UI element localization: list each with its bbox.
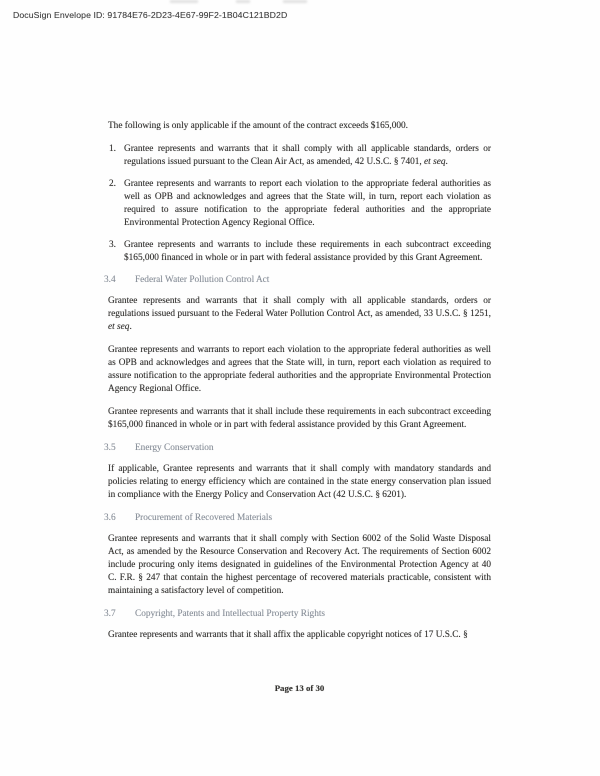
list-item-number: 2.	[109, 179, 116, 189]
scan-artifact	[236, 0, 250, 3]
list-item-text-tail: .	[445, 157, 448, 167]
list-item-number: 1.	[109, 144, 116, 154]
paragraph-text: Grantee represents and warrants that it shall comply with Section 6002 of the Solid Waste Disposal Act, as amended by the Resource Conservation and Recovery Act. The requirements of Section 6002 include procuring only items designated in guidelines of the Environmental Protection Agency at 40 C. F.R. § 247 that contain the highest percentage of recovered materials practicable, consistent with maintaining a satisfactory level of competition.	[108, 534, 491, 596]
paragraph-text: Grantee represents and warrants that it shall affix the applicable copyright notices of 17 U.S.C. §	[108, 630, 468, 640]
list-item-1	[108, 143, 491, 169]
section-title: Procurement of Recovered Materials	[135, 513, 273, 523]
section-title: Energy Conservation	[135, 443, 214, 453]
list-item-number: 3.	[109, 240, 116, 250]
section-title: Copyright, Patents and Intellectual Property Rights	[135, 609, 326, 619]
list-item-text	[124, 178, 491, 230]
list-item-text-main: Grantee represents and warrants to include these requirements in each subcontract exceeding $165,000 financed in whole or in part with federal assistance provided by this Grant Agreement.	[124, 240, 491, 263]
section-heading-3-5	[104, 442, 491, 455]
section-number: 3.5	[104, 443, 116, 453]
paragraph-text-tail: .	[129, 322, 132, 332]
latin-phrase: et seq	[424, 157, 446, 167]
paragraph	[108, 533, 491, 598]
list-item-3	[108, 239, 491, 265]
paragraph	[108, 344, 491, 396]
list-item-text	[124, 143, 491, 169]
list-item-text-main: Grantee represents and warrants that it shall comply with all applicable standards, orders or regulations issued pursuant to the Clean Air Act, as amended, 42 U.S.C. § 7401,	[124, 144, 491, 167]
paragraph	[108, 295, 491, 334]
paragraph-text: Grantee represents and warrants that it shall comply with all applicable standards, orders or regulations issued pursuant to the Federal Water Pollution Control Act, as amended, 33 U.S.C. § 1251,	[108, 296, 491, 319]
section-number: 3.7	[104, 609, 116, 619]
section-title: Federal Water Pollution Control Act	[135, 275, 270, 285]
section-number: 3.6	[104, 513, 116, 523]
section-heading-3-6	[104, 512, 491, 525]
section-number: 3.4	[104, 275, 116, 285]
section-heading-3-7	[104, 608, 491, 621]
scan-artifact	[170, 0, 198, 3]
paragraph-text: Grantee represents and warrants to report each violation to the appropriate federal authorities as well as OPB and acknowledges and agrees that the State will, in turn, report each violation as required to assure notification to the appropriate federal authorities and the appropriate Environmental Protection Agency Regional Office.	[108, 345, 491, 394]
list-item-2	[108, 178, 491, 230]
docusign-envelope-id: DocuSign Envelope ID: 91784E76-2D23-4E67-99F2-1B04C121BD2D	[13, 10, 288, 20]
paragraph-text: If applicable, Grantee represents and warrants that it shall comply with mandatory standards and policies relating to energy efficiency which are contained in the state energy conservation plan issued in compliance with the Energy Policy and Conservation Act (42 U.S.C. § 6201).	[108, 464, 491, 500]
paragraph	[108, 463, 491, 502]
page-number: Page 13 of 30	[274, 683, 325, 693]
section-heading-3-4	[104, 274, 491, 287]
document-content	[104, 120, 491, 652]
intro-paragraph: The following is only applicable if the amount of the contract exceeds $165,000.	[108, 121, 408, 131]
scan-artifact	[283, 0, 307, 3]
paragraph	[108, 629, 491, 642]
list-item-text-main: Grantee represents and warrants to report each violation to the appropriate federal authorities as well as OPB and acknowledges and agrees that the State will, in turn, report each violation as required to assure notification to the appropriate federal authorities and the appropriate Environmental Protection Agency Regional Office.	[124, 179, 491, 228]
paragraph	[108, 406, 491, 432]
paragraph-text: Grantee represents and warrants that it shall include these requirements in each subcontract exceeding $165,000 financed in whole or in part with federal assistance provided by this Grant Agreement.	[108, 407, 491, 430]
list-item-text	[124, 239, 491, 265]
latin-phrase: et seq	[108, 322, 130, 332]
